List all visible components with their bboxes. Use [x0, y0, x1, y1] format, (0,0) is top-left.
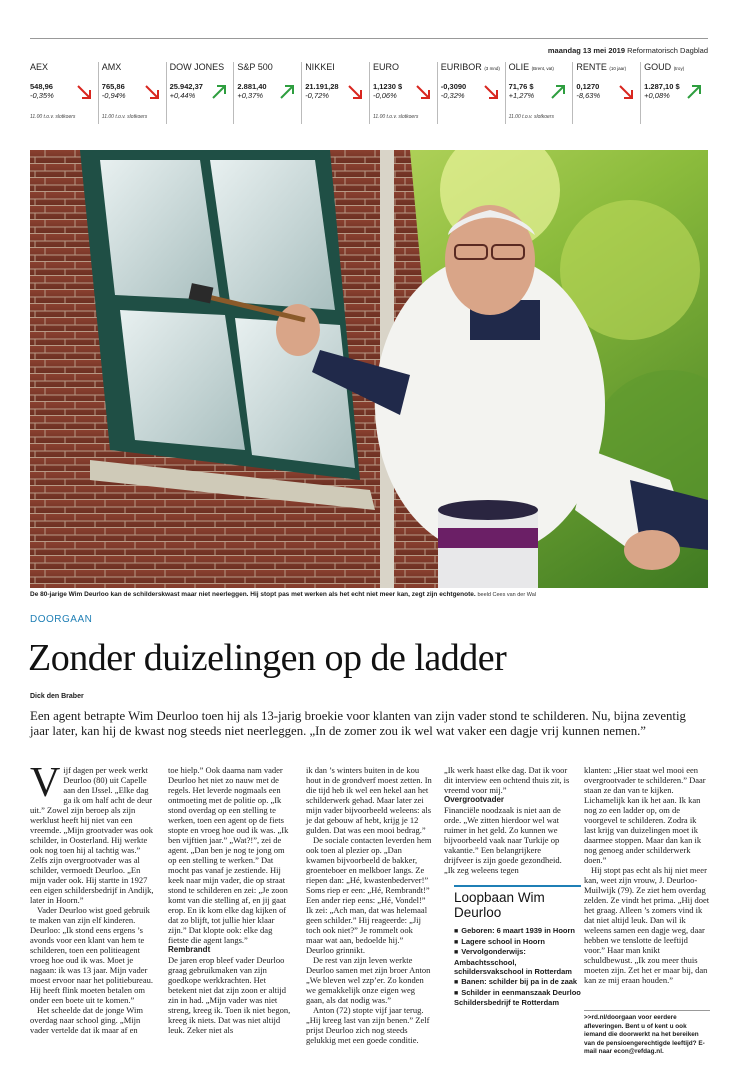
- arrow-down-right-icon: [144, 84, 160, 100]
- paragraph: De jaren erop bleef vader Deurloo graag gebruikmaken van zijn goedkope werkkrachten. Het betekent niet dat zijn zoon er altijd zin in had. „Mijn vader was niet streng, kreeg ik. Toen ik niet begon, kreeg ik niets. Dat was niet altijd leuk. Zeker niet als: [168, 955, 291, 1035]
- lead-paragraph: Een agent betrapte Wim Deurloo toen hij als 13-jarig broekie voor klanten van zijn vader stond te schilderen. Nu, bijna zeventig jaar later, kan hij de kwast nog steeds niet neerleggen. „In de zomer zou ik wel wat vaker een dagje vrij kunnen nemen.”: [30, 709, 686, 738]
- arrow-down-right-icon: [483, 84, 499, 100]
- paragraph: klanten: „Hier staat wel mooi een overgrootvader te schilderen.” Daar staan ze dan van te kijken. Lichamelijk kan ik het aan. Ik kan nog zo een ladder op, om de voorgevel te schilderen. Zodra ik last krijg van duizelingen moet ik daarmee stoppen. Maar dan kan ik nog genoeg ander schilderwerk doen.”: [584, 765, 706, 865]
- market-subname: (Brent, vat): [531, 66, 554, 71]
- market-name: RENTE (10 jaar): [576, 62, 627, 72]
- market-footnote: 11.00 t.o.v. slotkoers: [372, 114, 419, 120]
- subheading-rembrandt: Rembrandt: [168, 945, 211, 954]
- market-name: AEX: [30, 62, 49, 72]
- paragraph: ik dan ’s winters buiten in de kou hout in de grondverf moest zetten. In die tijd heb ik wel een hekel aan het schilderwerk gehad. Maar later zei mijn vader bijvoorbeeld weleens: als je dat gebouw af hebt, krijg je 12 gulden. Dat was een mooi bedrag.”: [306, 765, 432, 835]
- article-column-3: [306, 765, 432, 1045]
- market-subname: (10 jaar): [609, 66, 627, 71]
- online-promo[interactable]: >>rd.nl/doorgaan voor eerdere afleveringen. Bent u of kent u ook iemand die doorwerkt na het bereiken van de pensioengerechtigde leeftijd? E-mail naar econ@refdag.nl.: [584, 1010, 710, 1057]
- career-infobox: [454, 885, 581, 1008]
- market-value: 21.191,28: [305, 82, 339, 91]
- market-name: NIKKEI: [305, 62, 335, 72]
- dateline: [548, 46, 708, 55]
- paragraph: Het scheelde dat de jonge Wim overdag naar school ging. „Mijn vader vertelde dat ik maar af en: [30, 1005, 143, 1035]
- subheading-overgrootvader: Overgrootvader: [444, 795, 505, 804]
- market-footnote: 11.00 t.o.v. slotkoers: [30, 114, 76, 120]
- arrow-up-right-icon: [686, 84, 702, 100]
- arrow-up-right-icon: [279, 84, 295, 100]
- arrow-down-right-icon: [347, 84, 363, 100]
- market-value: 1.287,10 $: [644, 82, 680, 91]
- market-name: OLIE (Brent, vat): [508, 62, 554, 72]
- list-item: ■ Vervolgonderwijs: Ambachtsschool, schildersvakschool in Rotterdam: [454, 947, 581, 977]
- newspaper-name: Reformatorisch Dagblad: [627, 46, 708, 55]
- market-name: EURIBOR (3 mnd): [440, 62, 500, 72]
- painter-photo-illustration: [30, 150, 708, 588]
- issue-date: maandag 13 mei 2019: [547, 46, 626, 55]
- market-change: +0,08%: [644, 91, 670, 100]
- market-cell: [30, 62, 98, 124]
- market-change: +1,27%: [508, 91, 535, 100]
- paragraph: Vader Deurloo wist goed gebruik te maken van zijn elf kinderen. Deurloo: „Ik stond eens ergens ’s avonds voor een klant van hem te schilderen, toen een politieagent vroeg hoe oud ik was. Moet je nagaan: ik was 13 jaar. Mijn vader moest ervoor naar het politiebureau. Hij heeft flink moeten betalen om onder een boete uit te komen.”: [30, 905, 153, 1005]
- caption-text: De 80-jarige Wim Deurloo kan de schilderskwast maar niet neerleggen. Hij stopt pas met werken als het echt niet meer kan, zegt zijn echtgenote.: [30, 591, 476, 598]
- article-column-4: [444, 765, 570, 875]
- market-footnote: 11.00 t.o.v. slotkoers: [101, 114, 148, 120]
- paragraph: De sociale contacten leverden hem ook toen al plezier op. „Dan kwamen bijvoorbeeld de bakker, groenteboer en melkboer langs. Ze riepen dan: „Hé, kwastenbederver!” Soms riep er een: „Hé, Rembrandt!” Een ander riep eens: „Hé, Vondel!” Ik zei: „Ach man, dat was helemaal geen schilder.” Hij reageerde: „Jij toch ook niet?” Je rommelt ook maar wat aan, bedoelde hij.” Deurloo grinnikt.: [306, 835, 432, 955]
- paragraph: „Ik werk haast elke dag. Dat ik voor dit interview een ochtend thuis zit, is vreemd voor mij.”: [444, 765, 570, 795]
- infobox-list: [454, 926, 581, 1008]
- article-column-1: [30, 760, 156, 1035]
- first-paragraph: [30, 760, 156, 905]
- market-change: -0,32%: [440, 91, 465, 100]
- arrow-down-right-icon: [618, 84, 634, 100]
- market-cell: [98, 62, 166, 124]
- market-change: -0,72%: [305, 91, 329, 100]
- market-footnote: 11.00 t.o.v. slotkoers: [508, 114, 554, 120]
- header-rule: [30, 38, 708, 39]
- article-photo: [30, 150, 708, 588]
- market-value: 0,1270: [576, 82, 600, 91]
- market-value: 765,86: [101, 82, 125, 91]
- paragraph: De rest van zijn leven werkte Deurloo samen met zijn broer Anton „We bleven wel zzp’er. Zo konden we gemakkelijk onze eigen weg gaan, als dat nodig was.”: [306, 955, 431, 1005]
- market-name: GOUD (troy): [644, 62, 685, 72]
- article-column-2: [168, 765, 294, 1035]
- market-change: -8,63%: [576, 91, 601, 100]
- paragraph: Hij stopt pas echt als hij niet meer kan, weet zijn vrouw, J. Deurloo-Muilwijk (79). Ze ziet hem overdag zelden. Ze vindt het prima. „Hij doet het graag. Alleen ’s zomers vind ik dat niet altijd leuk. Dan wil ik weleens samen een dagje weg, daar hebben we tenslotte de leeftijd voor.” Haar man knikt schuldbewust. „Ik zou meer thuis moeten zijn. Zet het er maar bij, dan kan ze mij eraan houden.”: [584, 865, 710, 985]
- arrow-up-right-icon: [550, 84, 566, 100]
- article-column-5: [584, 765, 710, 985]
- market-name: S&P 500: [237, 62, 273, 72]
- headline: Zonder duizelingen op de ladder: [28, 637, 507, 679]
- market-name: AMX: [101, 62, 122, 72]
- market-value: 2.881,40: [237, 82, 267, 91]
- market-change: -0,06%: [372, 91, 397, 100]
- arrow-down-right-icon: [76, 84, 92, 100]
- paragraph: Financiële noodzaak is niet aan de orde. „We zitten hierdoor wel wat ruimer in het geld. Zo kunnen we bijvoorbeeld vaak naar Turkije op vakantie.” Een belangrijkere drijfveer is zijn goede gezondheid. „Ik zeg weleens tegen: [444, 805, 562, 875]
- first-paragraph-text: ijf dagen per week werkt Deurloo (80) uit Capelle aan den IJssel. „Elke dag ga ik om half acht de deur uit.” Zowel zijn beroep als zijn werklust heeft hij niet van een vreemde. „Mijn grootvader was ook schilder, in Oosterland. Hij werkte ook nog toen hij al tachtig was.” Zelfs zijn overgrootvader was al schilder, vermoedt Deurloo. „En mijn vader ook. Hij startte in 1927 een eigen schildersbedrijf in Andijk, later in Hoorn.”: [30, 765, 154, 905]
- paragraph: Anton (72) stopte vijf jaar terug. „Hij kreeg last van zijn benen.” Zelf prijst Deurloo zich nog steeds gelukkig met een goede conditie.: [306, 1005, 430, 1045]
- list-item: ■ Banen: schilder bij pa in de zaak: [454, 977, 581, 988]
- section-kicker: DOORGAAN: [30, 614, 93, 625]
- list-item: ■ Schilder in eenmanszaak Deurloo Schildersbedrijf te Rotterdam: [454, 988, 581, 1008]
- photo-caption: [30, 591, 708, 598]
- market-value: 1,1230 $: [372, 82, 403, 91]
- market-subname: (3 mnd): [484, 66, 500, 71]
- list-item: ■ Lagere school in Hoorn: [454, 937, 581, 948]
- market-cell: [369, 62, 437, 124]
- market-cell: [640, 62, 708, 124]
- market-name: DOW JONES: [169, 62, 225, 72]
- arrow-down-right-icon: [415, 84, 431, 100]
- infobox-title: Loopbaan Wim Deurloo: [454, 890, 545, 920]
- drop-cap: V: [30, 760, 61, 806]
- market-cell: [505, 62, 573, 124]
- paragraph: toe hielp.” Ook daarna nam vader Deurloo het niet zo nauw met de regels. Het leverde nogmaals een ontmoeting met de politie op. „Ik stond overdag op een stelling te werken, toen een agent op de fiets stopte en vroeg hoe oud ik was. „Ik ben vijftien jaar.” „Wat?!”, zei de agent. „Dan ben je nog te jong om op een stelling te werken.” Dat mocht pas vanaf je zestiende. Hij keek naar mijn vader, die op straat stond te schilderen en zei: „Je zoon komt van die stelling af, en jij gaat erop. En ik kom elke dag kijken of dat zo blijft, tot jullie hier klaar zijn.” Dat klopte ook: elke dag fietste die agent langs.”: [168, 765, 289, 945]
- market-value: 71,76 $: [508, 82, 534, 91]
- market-name: EURO: [372, 62, 399, 72]
- market-change: -0,35%: [30, 91, 54, 100]
- market-value: 25.942,37: [169, 82, 203, 91]
- market-ticker: [30, 62, 708, 124]
- market-change: +0,44%: [169, 91, 196, 100]
- market-subname: (troy): [673, 66, 685, 71]
- byline: Dick den Braber: [30, 693, 84, 700]
- market-change: +0,37%: [237, 91, 264, 100]
- photo-credit: beeld Cees van der Wal: [477, 592, 536, 598]
- market-value: -0,3090: [440, 82, 467, 91]
- market-cell: [437, 62, 505, 124]
- market-change: -0,94%: [101, 91, 126, 100]
- market-cell: [233, 62, 301, 124]
- market-cell: [166, 62, 234, 124]
- arrow-up-right-icon: [211, 84, 227, 100]
- market-cell: [301, 62, 369, 124]
- list-item: ■ Geboren: 6 maart 1939 in Hoorn: [454, 926, 581, 937]
- market-cell: [572, 62, 640, 124]
- market-value: 548,96: [30, 82, 53, 91]
